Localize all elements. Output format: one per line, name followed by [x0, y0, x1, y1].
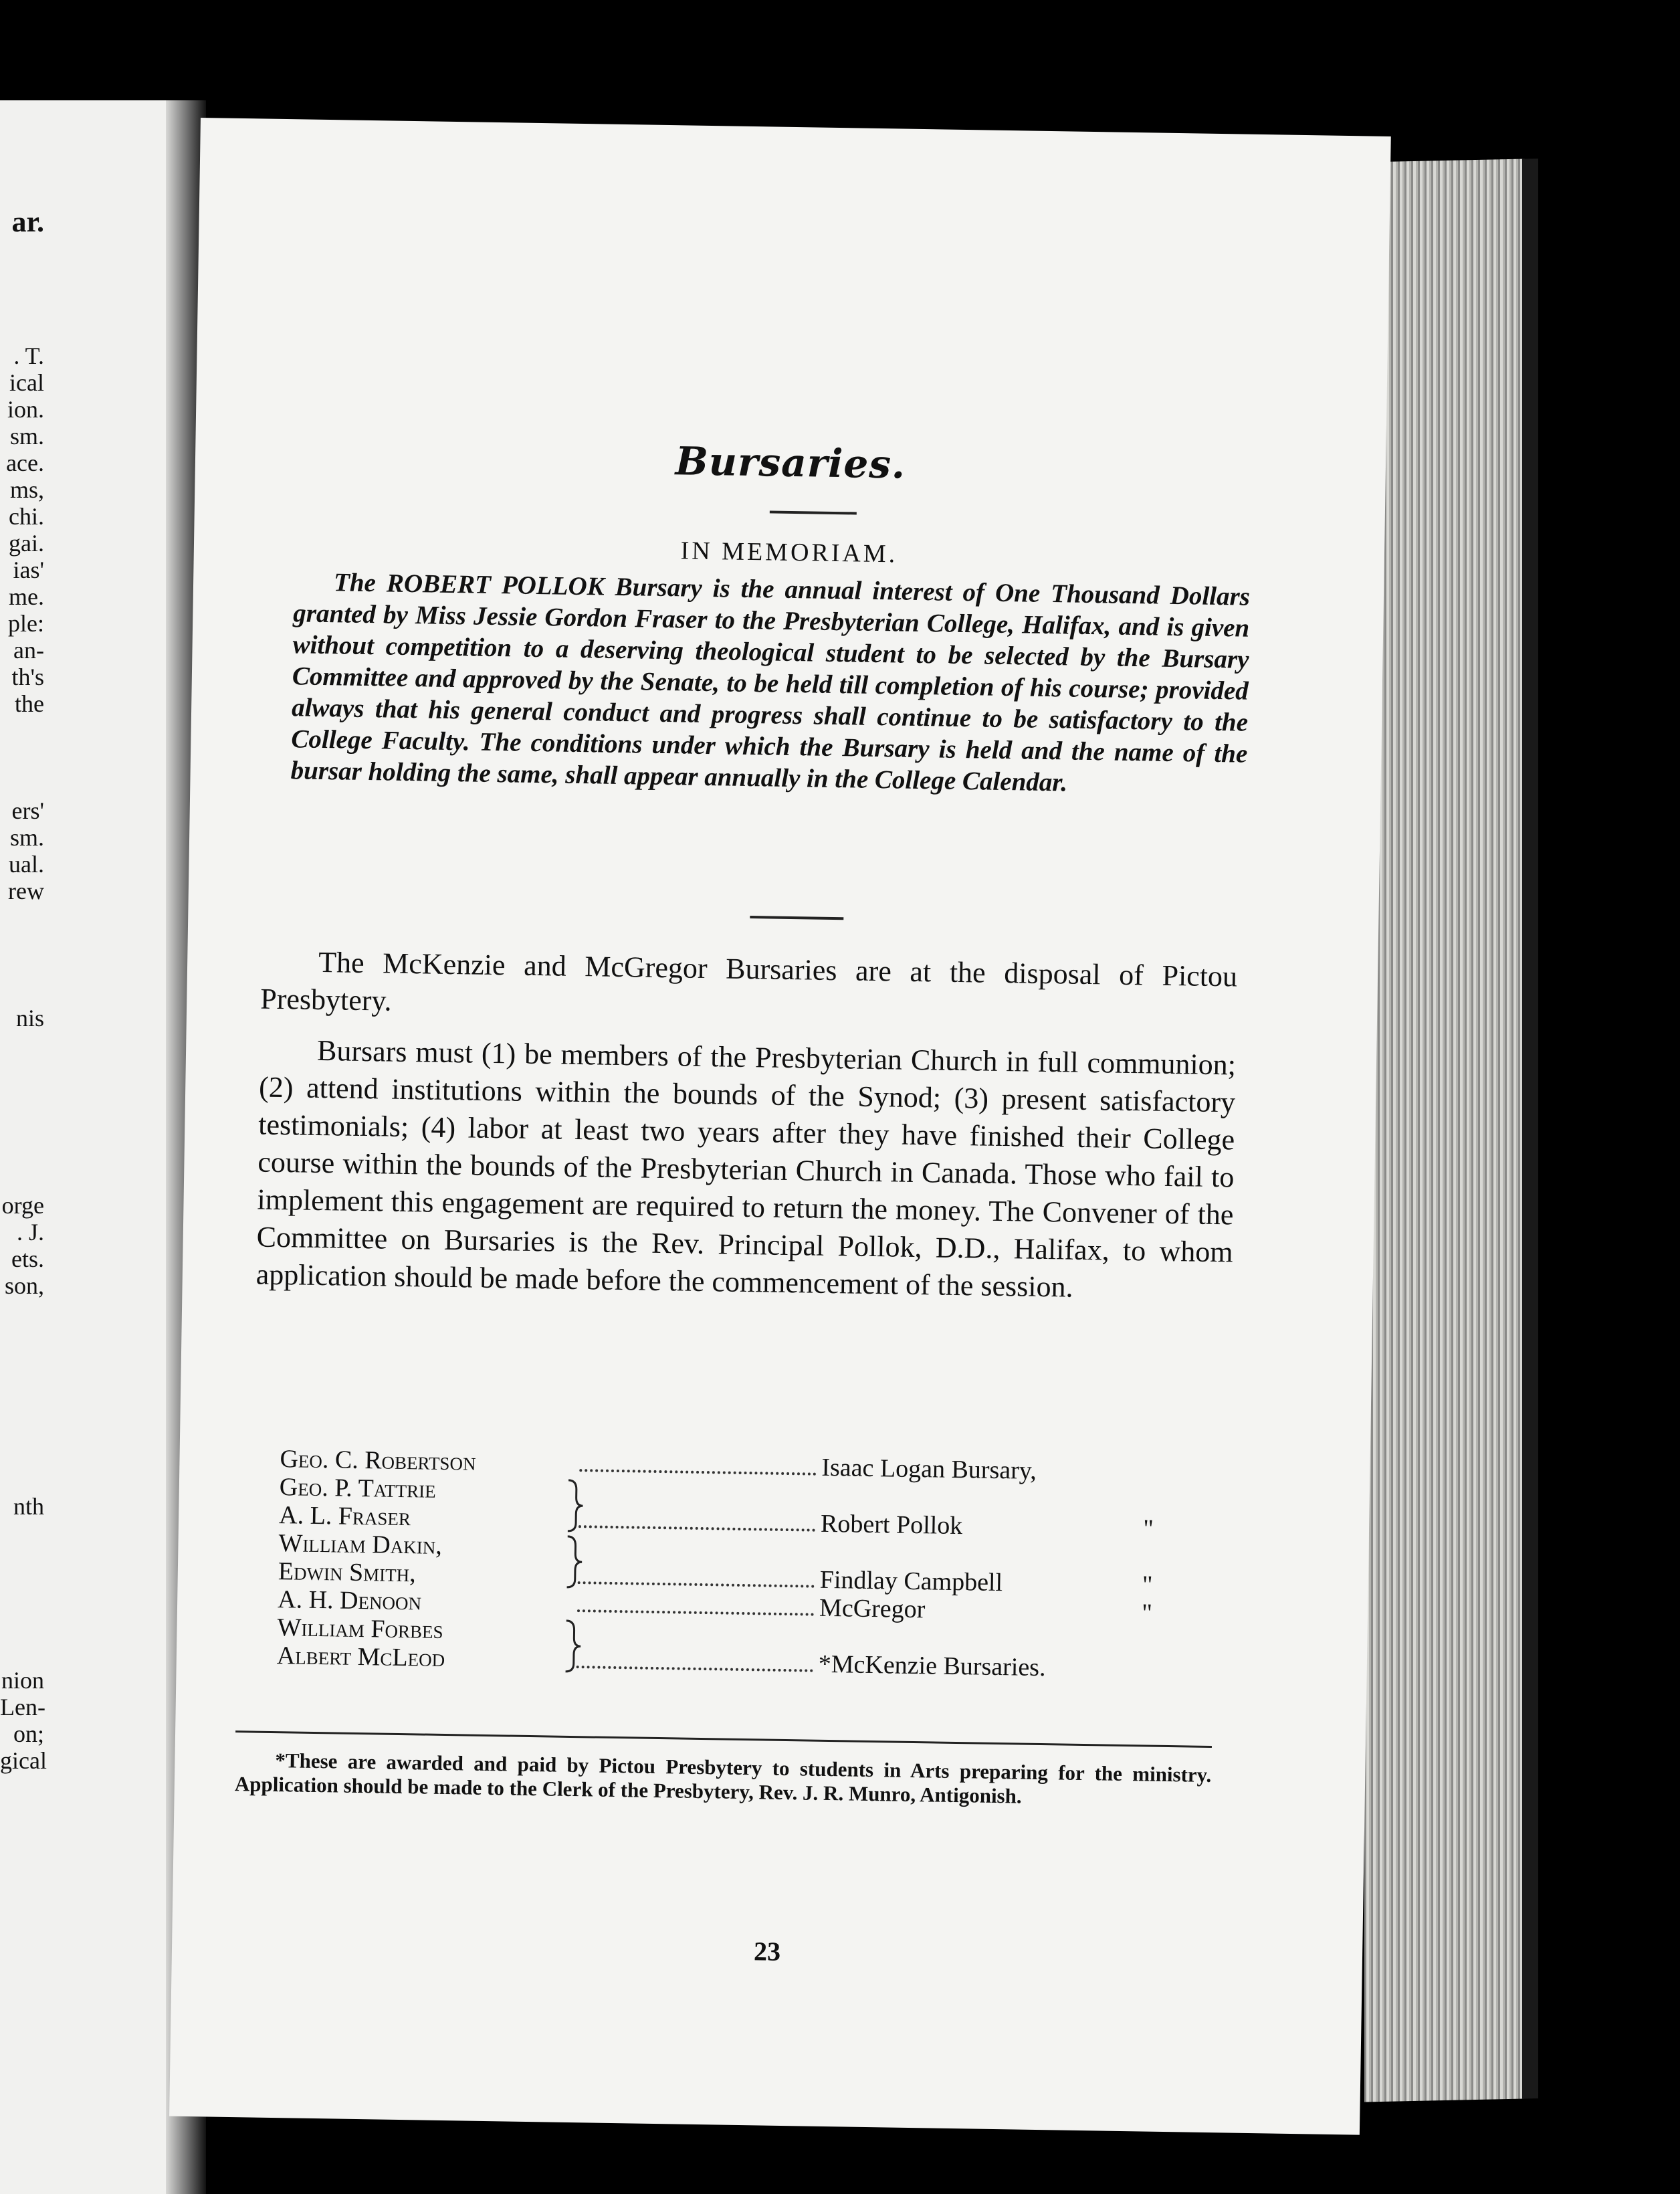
page-edges — [1364, 159, 1525, 2102]
left-page-fragment: orge — [1, 1192, 44, 1219]
leader-dots — [578, 1581, 815, 1588]
left-page-fragment: gical — [0, 1747, 47, 1774]
bursary-name: McGregor — [819, 1593, 926, 1624]
left-page-fragment: ar. — [11, 205, 44, 238]
page-heading: Bursaries. — [675, 438, 906, 488]
disposal-paragraph: The McKenzie and McGregor Bursaries are at the disposal of Pictou Presbytery. — [259, 945, 1238, 1017]
page-number: 23 — [753, 1936, 781, 1967]
holder-name: Geo. P. Tattrie — [279, 1473, 437, 1504]
brace-spacer — [579, 1500, 816, 1504]
bursary-holders-list — [277, 1445, 1170, 1684]
left-page-fragment: the — [15, 690, 44, 717]
footnote-rule — [235, 1730, 1212, 1748]
brace-group-icons — [562, 1479, 586, 1747]
ditto-mark — [1126, 1649, 1166, 1650]
leader-dots — [579, 1469, 816, 1476]
ditto-mark — [1126, 1677, 1166, 1678]
memoriam-paragraph: The ROBERT POLLOK Bursary is the annual interest of One Thousand Dollars granted by Miss Jessie Gordon Fraser to the Presbyterian College, Halifax, and is given without competition to a deserving theological student to be selected by the Bursary Committee and approved by the Senate, to be held till completion of his course; provided always that his general conduct and progress shall continue to be satisfactory to the College Faculty. The conditions under which the Bursary is held and the name of the bursar holding the same, shall appear annually in the College Calendar. — [290, 568, 1251, 797]
brace-icon — [567, 1536, 583, 1587]
left-page-fragment: sm. — [9, 824, 44, 851]
holder-name: William Forbes — [277, 1613, 443, 1644]
bursary-name — [819, 1644, 1126, 1649]
heading-rule — [770, 510, 857, 514]
ditto-mark: " — [1142, 1571, 1153, 1599]
left-page-fragment: ion. — [7, 396, 44, 423]
ditto-mark — [1129, 1480, 1169, 1481]
ditto-mark: " — [1141, 1599, 1153, 1627]
memoriam-title: IN MEMORIAM. — [680, 536, 898, 569]
left-page-fragment: sm. — [9, 423, 44, 450]
bursary-name: Robert Pollok — [820, 1509, 963, 1540]
left-page-fragment: rew — [8, 878, 44, 904]
left-page-fragment: on; — [13, 1720, 44, 1747]
left-page-fragment: ace. — [6, 450, 44, 476]
holder-name: Edwin Smith, — [278, 1557, 416, 1588]
left-page-fragment: gai. — [9, 530, 44, 557]
bursary-name: *McKenzie Bursaries. — [818, 1650, 1046, 1682]
left-page-fragment: son, — [4, 1272, 44, 1299]
bursary-name — [820, 1560, 1128, 1565]
bursary-rules — [255, 943, 1237, 1322]
bursary-name: Findlay Campbell — [819, 1565, 1003, 1597]
book-page — [169, 118, 1391, 2135]
left-page-fragment: ias' — [13, 557, 44, 583]
holder-name: A. L. Fraser — [278, 1501, 411, 1532]
left-page-fragment: me. — [9, 583, 44, 610]
holder-name: A. H. Denoon — [277, 1585, 422, 1616]
brace-spacer — [578, 1556, 815, 1560]
ditto-mark: " — [1142, 1514, 1154, 1543]
leader-dots — [577, 1609, 814, 1616]
brace-spacer — [576, 1640, 813, 1644]
left-page-fragment: ers' — [11, 797, 44, 824]
left-page-fragment: Len- — [0, 1694, 45, 1720]
left-page-fragment: ms, — [9, 476, 44, 503]
conditions-paragraph: Bursars must (1) be members of the Presbyterian Church in full communion; (2) attend institutions within the bounds of the Synod; (3) present satisfactory testimonials; (4) labor at least two years after they have finished their College course within the bounds of the Presbyterian Church in Canada. Those who fail to implement this engagement are required to return the money. The Convener of the Committee on Bursaries is the Rev. Principal Pollok, D.D., Halifax, to whom application should be made before the commencement of the session. — [255, 1033, 1237, 1304]
left-page-fragment: nis — [15, 1005, 44, 1031]
left-page-fragment: ets. — [11, 1245, 44, 1272]
holder-name: Geo. C. Robertson — [280, 1445, 476, 1476]
left-page-fragment: an- — [13, 637, 44, 664]
brace-icon — [568, 1480, 583, 1531]
left-facing-page — [0, 100, 182, 2194]
ditto-mark — [1129, 1508, 1169, 1509]
left-page-fragment: . J. — [16, 1219, 44, 1245]
leader-dots — [576, 1666, 813, 1672]
brace-icon — [566, 1621, 581, 1672]
left-page-fragment: ple: — [8, 610, 44, 637]
bursary-name: Isaac Logan Bursary, — [821, 1453, 1037, 1485]
left-page-fragment: chi. — [9, 503, 44, 530]
bursary-name — [821, 1504, 1129, 1508]
left-page-fragment: nion — [1, 1667, 44, 1694]
left-page-fragment: . T. — [13, 342, 44, 369]
footnote: *These are awarded and paid by Pictou Presbytery to students in Arts preparing for the ministry. Application should be made to the Clerk of the Presbytery, Rev. J. R. Munro, Antigonish. — [234, 1749, 1212, 1808]
section-rule — [750, 916, 843, 920]
holder-name: Albert McLeod — [276, 1641, 445, 1673]
left-page-fragment: ual. — [9, 851, 44, 878]
left-page-fragment: th's — [11, 664, 44, 690]
left-page-fragment: ical — [9, 369, 44, 396]
left-page-fragment: nth — [13, 1493, 44, 1520]
holder-name: William Dakin, — [278, 1529, 443, 1560]
leader-dots — [579, 1525, 815, 1532]
